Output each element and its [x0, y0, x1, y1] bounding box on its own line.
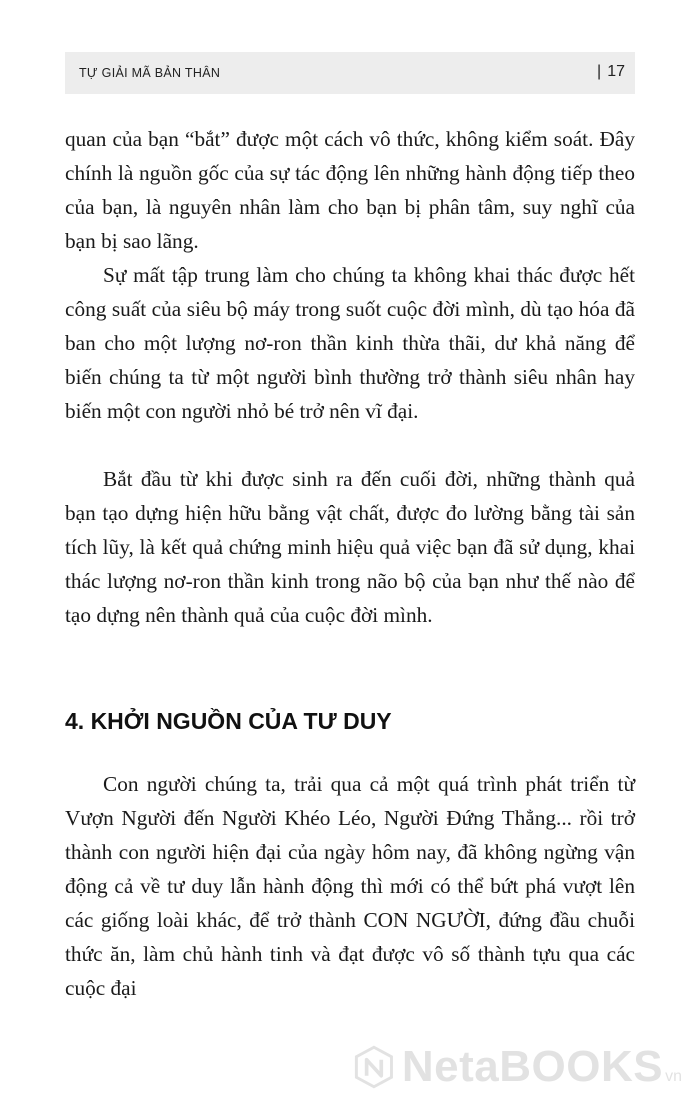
- paragraph-text: quan của bạn “bắt” được một cách vô thức, không kiểm soát. Đây chính là nguồn gốc của sự tác động lên những hành động tiếp theo của bạn, là nguyên nhân làm cho bạn bị phân tâm, suy nghĩ của bạn bị sao lãng.: [65, 127, 635, 253]
- publisher-watermark: [352, 1035, 682, 1099]
- watermark-brand: NetaBOOKS: [401, 1042, 664, 1091]
- book-title: TỰ GIẢI MÃ BẢN THÂN: [79, 66, 221, 80]
- paragraph-4: [65, 767, 635, 1005]
- paragraph-text: Bắt đầu từ khi được sinh ra đến cuối đời, những thành quả bạn tạo dựng hiện hữu bằng vật chất, được đo lường bằng tài sản tích lũy, là kết quả chứng minh hiệu quả việc bạn đã sử dụng, khai thác lượng nơ-ron thần kinh trong não bộ của bạn như thế nào để tạo dựng nên thành quả của cuộc đời mình.: [65, 467, 635, 627]
- paragraph-3: [65, 462, 635, 632]
- paragraph-1: [65, 122, 635, 258]
- page-number-block: [597, 63, 625, 81]
- paragraph-text: Con người chúng ta, trải qua cả một quá trình phát triển từ Vượn Người đến Người Khéo Léo, Người Đứng Thẳng... rồi trở thành con người hiện đại của ngày hôm nay, đã không ngừng vận động cả về tư duy lẫn hành động thì mới có thể bứt phá vượt lên các giống loài khác, để trở thành CON NGƯỜI, đứng đầu chuỗi thức ăn, làm chủ hành tinh và đạt được vô số thành tựu qua các cuộc đại: [65, 772, 635, 1000]
- page-number: 17: [607, 63, 625, 80]
- watermark-suffix: vn: [665, 1068, 682, 1085]
- paragraph-text: Sự mất tập trung làm cho chúng ta không khai thác được hết công suất của siêu bộ máy trong suốt cuộc đời mình, dù tạo hóa đã ban cho một lượng nơ-ron thần kinh thừa thãi, dư khả năng để biến chúng ta từ một người bình thường trở thành siêu nhân hay biến một con người nhỏ bé trở nên vĩ đại.: [65, 263, 635, 423]
- page-separator: |: [597, 63, 602, 80]
- section-heading: 4. KHỞI NGUỒN CỦA TƯ DUY: [65, 708, 392, 734]
- running-header: [65, 52, 635, 94]
- paragraph-2: [65, 258, 635, 428]
- netabooks-logo-icon: [352, 1038, 396, 1096]
